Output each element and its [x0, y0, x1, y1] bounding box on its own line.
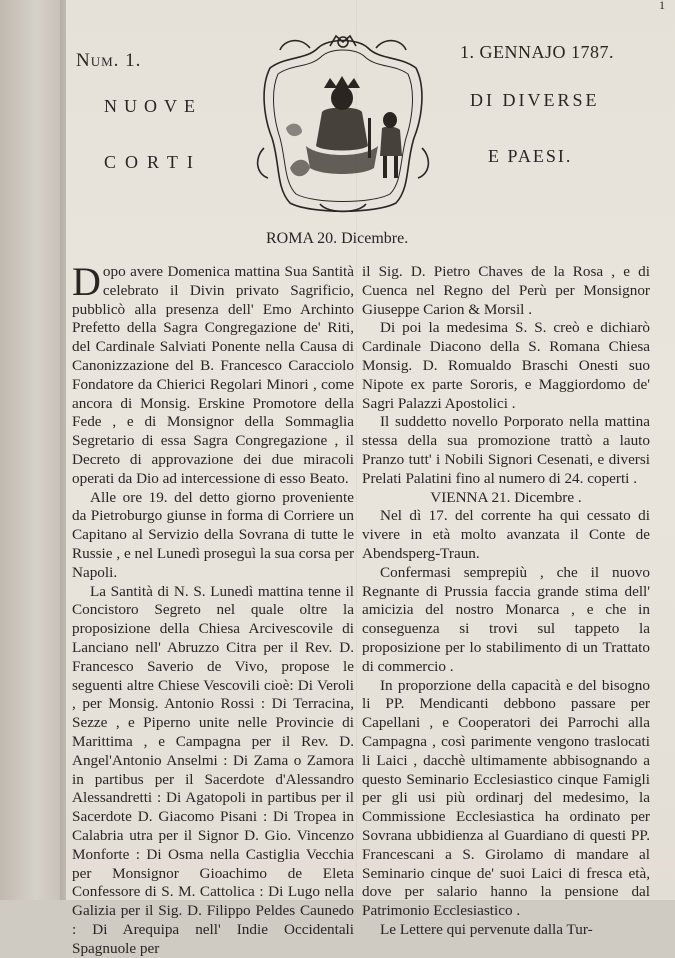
masthead-title-left-1: NUOVE [104, 96, 202, 116]
masthead-title-left-2: CORTI [104, 152, 202, 172]
issue-date: 1. GENNAJO 1787. [460, 42, 614, 62]
article-paragraph: Confermasi semprepiù , che il nuovo Regnante di Prussia faccia grande stima dell' amicizia del nostro Monarca , e che in conseguenza si trovi sul tappeto la proposizione per lo stabilimento di un Trattato di commercio . [362, 563, 650, 675]
newspaper-page [66, 0, 675, 957]
article-paragraph: Il suddetto novello Porporato nella mattina stessa della sua promozione trattò a lauto Pranzo tutt' i Nobili Signori Cesenati, e diversi Prelati Palatini fino al numero di 24. coperti . [362, 413, 650, 487]
article-paragraph: Nel dì 17. del corrente ha qui cessato di vivere in età molto avanzata il Conte de Abendsperg-Traun. [362, 507, 650, 562]
dateline-vienna: VIENNA 21. Dicembre . [430, 488, 582, 506]
dateline-roma: ROMA 20. Dicembre. [266, 230, 409, 247]
article-paragraph: In proporzione della capacità e del bisogno li PP. Mendicanti debbono passare per Capellani , e Cooperatori dei Parrochi alla Campagna , così parimente vengono traslocati li Laici , dacchè ultimamente abbisognando a questo Seminario Ecclesiastico cinque Famigli per gli usi più ordinarj del medesimo, la Commissione Ecclesiastica ha ordinato per Sovrana ubbidienza al Guardiano di questi PP. Francescani a S. Girolamo di mandare al Seminario cinque de' suoi Laici di fresca età, dove per salario hanno la pensione dal Patrimonio Ecclesiastico . [362, 676, 650, 920]
article-paragraph: il Sig. D. Pietro Chaves de la Rosa , e di Cuenca nel Regno del Perù per Monsignor Giuseppe Carion & Morsil . [362, 263, 650, 318]
ornamental-crest-icon [250, 28, 436, 214]
article-column-left [72, 259, 354, 958]
article-paragraph: Le Lettere qui pervenute dalla Tur- [380, 920, 593, 938]
masthead-title-right-2: E PAESI. [488, 146, 573, 166]
page-number: 1 [659, 0, 665, 12]
issue-number: Num. 1. [76, 50, 142, 71]
article-paragraph: Di poi la medesima S. S. creò e dichiarò Cardinale Diacono della S. Romana Chiesa Monsig. D. Romualdo Braschi Onesti suo Nipote ex parte Sororis, e Maggiordomo de' Sagri Palazzi Apostolici . [362, 319, 650, 412]
article-paragraph: La Santità di N. S. Lunedì mattina tenne il Concistoro Segreto nel quale oltre la proposizione della Chiesa Arcivescovile di Lanciano nell' Abruzzo Citra per il Rev. D. Francesco Saverio de Vivo, propose le seguenti altre Chiese Vescovili cioè: Di Veroli , per Monsig. Antonio Rossi : Di Terracina, Sezze , e Piperno unite nelle Provincie di Marittima , e Campagna per il Rev. D. Angel'Antonio Anselmi : Di Zama o Zamora in partibus per il Sacerdote d'Alessandro Alessandretti : Di Agatopoli in partibus per il Sacerdote D. Giacomo Pisani : Di Tropea in Calabria utra per il Signor D. Gio. Vincenzo Monforte : Di Osma nella Castiglia Vecchia per Monsignor Gioachimo de Eleta Confessore di S. M. Cattolica : Di Lugo nella Galizia per il Sig. D. Filippo Peldes Caunedo : Di Arequipa nell' Indie Occidentali Spagnuole per [72, 582, 354, 957]
masthead-title-right-1: DI DIVERSE [470, 90, 600, 110]
article-paragraph: Dopo avere Domenica mattina Sua Santità celebrato il Divin privato Sagrificio, pubblicò alla presenza dell' Emo Archinto Prefetto della Sagra Congregazione de' Riti, del Cardinale Salviati Ponente nella Causa di Canonizzazione del B. Francesco Caracciolo Fondatore da Chierici Regolari Minori , come ancora di Monsig. Erskine Promotore della Fede , e di Monsignor della Sommaglia Segretario di essa Sagra Congregazione , il Decreto di approvazione dei due miracoli operati da Dio ad intercessione di esso Beato. [72, 259, 354, 487]
drop-cap: D [72, 259, 101, 304]
article-column-right [362, 263, 650, 940]
article-paragraph: Alle ore 19. del detto giorno proveniente da Pietroburgo giunse in forma di Corriere un Capitano al Servizio della Sovrana di tutte le Russie , e nel Lunedì proseguì la sua corsa per Napoli. [72, 488, 354, 581]
book-binding [0, 0, 66, 900]
